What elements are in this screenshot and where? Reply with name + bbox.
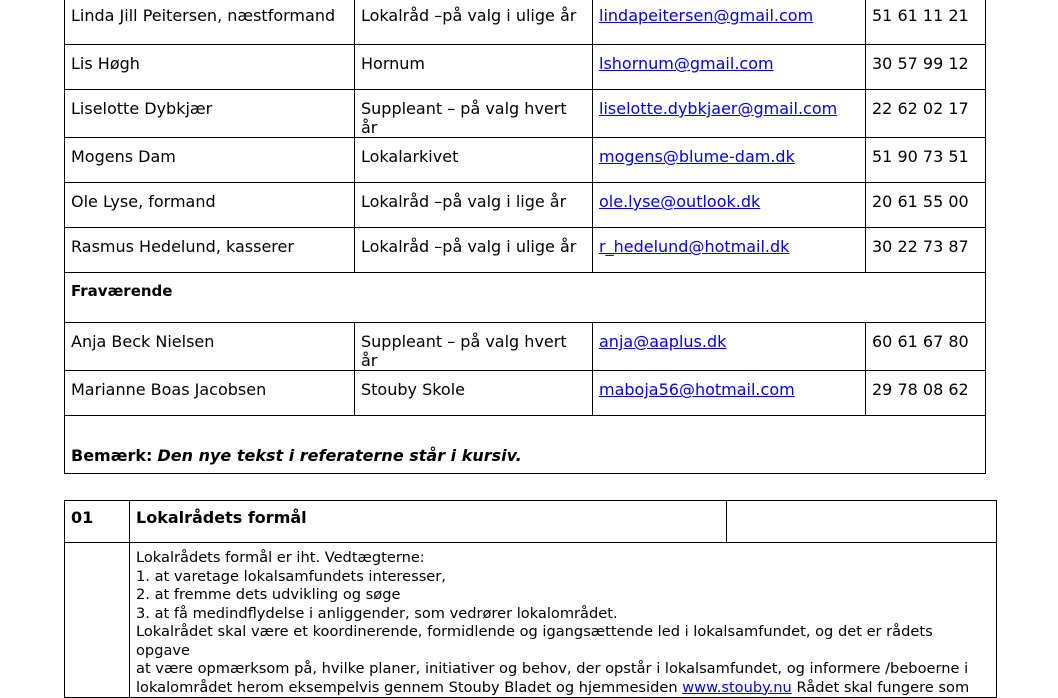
section-number-empty: [65, 543, 130, 698]
member-email-link[interactable]: liselotte.dybkjaer@gmail.com: [599, 99, 838, 118]
member-phone: 30 22 73 87: [866, 228, 986, 273]
member-role: Lokalråd –på valg i lige år: [355, 183, 593, 228]
member-role: Lokalråd –på valg i ulige år: [355, 228, 593, 273]
table-row: [65, 138, 986, 183]
member-role: Lokalråd –på valg i ulige år: [355, 0, 593, 45]
note-text: Den nye tekst i referaterne står i kursiv.: [157, 446, 522, 465]
table-row: [65, 183, 986, 228]
member-name: Lis Høgh: [65, 45, 355, 90]
member-email-link[interactable]: maboja56@hotmail.com: [599, 380, 795, 399]
body-line: 2. at fremme dets udvikling og søge: [136, 586, 401, 603]
table-row: [65, 371, 986, 416]
table-row: [65, 90, 986, 138]
note-label: Bemærk:: [71, 446, 153, 465]
member-email-link[interactable]: anja@aaplus.dk: [599, 332, 727, 351]
section-empty-cell: [727, 501, 997, 543]
member-role: Hornum: [355, 45, 593, 90]
member-name: Ole Lyse, formand: [65, 183, 355, 228]
member-email-link[interactable]: mogens@blume-dam.dk: [599, 147, 795, 166]
table-row: [65, 45, 986, 90]
member-name: Anja Beck Nielsen: [65, 323, 355, 371]
member-phone: 30 57 99 12: [866, 45, 986, 90]
body-line: 1. at varetage lokalsamfundets interesser,: [136, 567, 446, 585]
table-row: [65, 416, 986, 474]
member-name: Linda Jill Peitersen, næstformand: [65, 0, 355, 45]
body-line: 3. at få medindflydelse i anliggender, som vedrører lokalområdet.: [136, 604, 618, 622]
member-email-link[interactable]: r_hedelund@hotmail.dk: [599, 237, 790, 256]
member-role: Stouby Skole: [355, 371, 593, 416]
member-phone: 29 78 08 62: [866, 371, 986, 416]
member-email-link[interactable]: lindapeitersen@gmail.com: [599, 6, 814, 25]
section-01-table: [64, 500, 997, 698]
body-line-last: [136, 679, 990, 698]
section-body-row: [65, 543, 997, 698]
section-header-row: [65, 501, 997, 543]
section-title: Lokalrådets formål: [130, 501, 727, 543]
body-line: Lokalrådets formål er iht. Vedtægterne:: [136, 549, 425, 566]
member-phone: 20 61 55 00: [866, 183, 986, 228]
member-email-link[interactable]: lshornum@gmail.com: [599, 54, 774, 73]
member-email-link[interactable]: ole.lyse@outlook.dk: [599, 192, 761, 211]
member-role: Suppleant – på valg hvert år: [355, 90, 593, 138]
member-phone: 22 62 02 17: [866, 90, 986, 138]
table-row: [65, 273, 986, 323]
table-row: [65, 0, 986, 45]
note-cell: [65, 416, 986, 474]
member-phone: 51 61 11 21: [866, 0, 986, 45]
member-name: Marianne Boas Jacobsen: [65, 371, 355, 416]
body-line-text: Rådet skal fungere som: [796, 678, 970, 696]
body-line-text: lokalområdet herom eksempelvis gennem Stouby Bladet og hjemmesiden: [136, 678, 678, 696]
absent-heading: Fraværende: [65, 273, 986, 323]
member-name: Liselotte Dybkjær: [65, 90, 355, 138]
member-name: Mogens Dam: [65, 138, 355, 183]
table-row: [65, 228, 986, 273]
table-row: [65, 323, 986, 371]
member-phone: 60 61 67 80: [866, 323, 986, 371]
member-name: Rasmus Hedelund, kasserer: [65, 228, 355, 273]
member-phone: 51 90 73 51: [866, 138, 986, 183]
section-body: [130, 543, 997, 698]
member-role: Lokalarkivet: [355, 138, 593, 183]
body-line: at være opmærksom på, hvilke planer, initiativer og behov, der opstår i lokalsamfundet, og informere /beboerne i: [136, 660, 969, 677]
member-role: Suppleant – på valg hvert år: [355, 323, 593, 371]
members-table: [64, 0, 986, 474]
website-link[interactable]: www.stouby.nu: [682, 678, 792, 696]
body-line: Lokalrådet skal være et koordinerende, formidlende og igangsættende led i lokalsamfundet, og det er rådets opgave: [136, 623, 933, 659]
section-number: 01: [65, 501, 130, 543]
